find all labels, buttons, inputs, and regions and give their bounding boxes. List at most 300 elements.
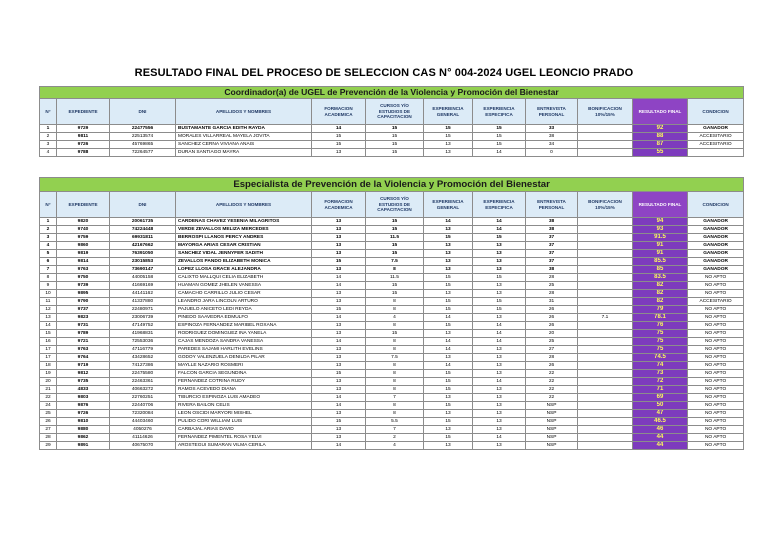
cell-name: AROSTEGUI SUMARAN VILMA CERILA	[176, 442, 312, 450]
cell-name: ZEVALLOS PANDO ELIZABETH MONICA	[176, 258, 312, 266]
cell-number: 21	[40, 386, 57, 394]
table-row	[40, 426, 744, 434]
cell-resultado: 74	[633, 362, 688, 370]
col-header-expediente: EXPEDIENTE	[57, 99, 110, 125]
cell-exp-general: 13	[424, 266, 473, 274]
cell-expediente: 9876	[57, 402, 110, 410]
cell-dni: 74127386	[110, 362, 176, 370]
cell-bonificacion	[578, 402, 633, 410]
cell-exp-general: 15	[424, 125, 473, 133]
cell-number: 4	[40, 242, 57, 250]
cell-expediente: 9763	[57, 346, 110, 354]
cell-bonificacion	[578, 370, 633, 378]
cell-resultado: 55	[633, 149, 688, 157]
cell-formacion: 13	[312, 330, 366, 338]
cell-exp-especifica: 13	[473, 370, 526, 378]
cell-formacion: 13	[312, 250, 366, 258]
cell-resultado: 74.5	[633, 354, 688, 362]
cell-name: SANCHEZ VIDAL JENNYFER SADITH	[176, 250, 312, 258]
cell-expediente: 9729	[57, 125, 110, 133]
cell-condicion: ACCESITARIO	[688, 298, 744, 306]
cell-formacion: 14	[312, 274, 366, 282]
cell-number: 18	[40, 362, 57, 370]
cell-expediente: 9814	[57, 258, 110, 266]
cell-number: 28	[40, 434, 57, 442]
col-header-number: N°	[40, 99, 57, 125]
cell-name: MAYLLE NAZARIO ROSMERI	[176, 362, 312, 370]
cell-name: DURAN SANTIAGO MAYRA	[176, 149, 312, 157]
cell-dni: 23006739	[110, 314, 176, 322]
col-header-expediente: EXPEDIENTE	[57, 192, 110, 218]
cell-name: ESPINOZA FERNANDEZ MARIBEL ROXANA	[176, 322, 312, 330]
cell-expediente: 9819	[57, 250, 110, 258]
table-row	[40, 141, 744, 149]
col-header-resultado: RESULTADO FINAL	[633, 192, 688, 218]
cell-resultado: 79	[633, 306, 688, 314]
cell-number: 26	[40, 418, 57, 426]
table-row	[40, 386, 744, 394]
cell-number: 10	[40, 290, 57, 298]
cell-bonificacion	[578, 250, 633, 258]
cell-number: 9	[40, 282, 57, 290]
cell-bonificacion	[578, 218, 633, 226]
cell-cursos: 4	[366, 442, 424, 450]
col-header-entrevista: ENTREVISTA PERSONAL	[526, 192, 578, 218]
table-row	[40, 410, 744, 418]
cell-number: 2	[40, 133, 57, 141]
cell-entrevista: 26	[526, 362, 578, 370]
cell-expediente: 9740	[57, 226, 110, 234]
cell-exp-especifica: 13	[473, 346, 526, 354]
cell-expediente: 9764	[57, 354, 110, 362]
cell-formacion: 13	[312, 242, 366, 250]
cell-expediente: 9823	[57, 314, 110, 322]
cell-name: MORALES VILLARREAL MAYELA JOVITA	[176, 133, 312, 141]
cell-expediente: 4833	[57, 386, 110, 394]
cell-entrevista: 28	[526, 290, 578, 298]
cell-condicion: GANADOR	[688, 250, 744, 258]
cell-cursos: 15	[366, 290, 424, 298]
cell-number: 4	[40, 149, 57, 157]
cell-formacion: 13	[312, 426, 366, 434]
cell-cursos: 15	[366, 226, 424, 234]
cell-resultado: 75	[633, 346, 688, 354]
cell-dni: 23015853	[110, 258, 176, 266]
cell-entrevista: 22	[526, 370, 578, 378]
cell-dni: 47116779	[110, 346, 176, 354]
cell-bonificacion	[578, 410, 633, 418]
cell-name: MAYORGA ARIAS CESAR CRISTIAN	[176, 242, 312, 250]
col-header-formacion: FORMACION ACADEMICA	[312, 192, 366, 218]
cell-cursos: 7.5	[366, 258, 424, 266]
cell-entrevista: NSP	[526, 442, 578, 450]
cell-formacion: 13	[312, 378, 366, 386]
table-row	[40, 418, 744, 426]
cell-exp-especifica: 15	[473, 234, 526, 242]
cell-number: 20	[40, 378, 57, 386]
table-row	[40, 370, 744, 378]
cell-bonificacion	[578, 274, 633, 282]
cell-number: 7	[40, 266, 57, 274]
cell-formacion: 13	[312, 346, 366, 354]
cell-number: 12	[40, 306, 57, 314]
cell-expediente: 9763	[57, 266, 110, 274]
cell-formacion: 13	[312, 218, 366, 226]
cell-exp-especifica: 14	[473, 226, 526, 234]
cell-name: PAREDES SAJAMI HARLITH EVELINS	[176, 346, 312, 354]
cell-name: CARBAJAL ARIAS DAVID	[176, 426, 312, 434]
col-header-formacion: FORMACION ACADEMICA	[312, 99, 366, 125]
col-header-exp-especifica: EXPERIENCIA ESPECIFICA	[473, 192, 526, 218]
table-row	[40, 394, 744, 402]
cell-bonificacion	[578, 242, 633, 250]
cell-exp-especifica: 13	[473, 314, 526, 322]
cell-name: FALCON GARCIA SEGUNDINA	[176, 370, 312, 378]
cell-entrevista: 25	[526, 338, 578, 346]
cell-entrevista: 38	[526, 266, 578, 274]
cell-exp-general: 15	[424, 298, 473, 306]
cell-exp-general: 14	[424, 218, 473, 226]
cell-cursos: 8	[366, 378, 424, 386]
cell-exp-especifica: 13	[473, 282, 526, 290]
cell-entrevista: 25	[526, 282, 578, 290]
cell-number: 1	[40, 125, 57, 133]
cell-exp-general: 13	[424, 394, 473, 402]
cell-entrevista: 28	[526, 274, 578, 282]
cell-condicion: NO APTO	[688, 314, 744, 322]
cell-expediente: 9731	[57, 322, 110, 330]
table-row	[40, 322, 744, 330]
cell-exp-especifica: 15	[473, 125, 526, 133]
cell-condicion: GANADOR	[688, 258, 744, 266]
table-row	[40, 218, 744, 226]
cell-expediente: 9803	[57, 394, 110, 402]
cell-cursos: 2	[366, 434, 424, 442]
cell-cursos: 8	[366, 386, 424, 394]
cell-dni: 40663272	[110, 386, 176, 394]
cell-entrevista: 28	[526, 354, 578, 362]
cell-exp-especifica: 15	[473, 274, 526, 282]
cell-condicion: NO APTO	[688, 362, 744, 370]
cell-dni: 20061735	[110, 218, 176, 226]
cell-number: 2	[40, 226, 57, 234]
cell-formacion: 13	[312, 226, 366, 234]
cell-condicion: NO APTO	[688, 290, 744, 298]
cell-bonificacion	[578, 394, 633, 402]
table-row	[40, 274, 744, 282]
cell-number: 5	[40, 250, 57, 258]
cell-exp-especifica: 13	[473, 266, 526, 274]
cell-exp-especifica: 13	[473, 442, 526, 450]
cell-exp-general: 15	[424, 133, 473, 141]
cell-name: RAMOS ACEVEDO DIANA	[176, 386, 312, 394]
col-header-entrevista: ENTREVISTA PERSONAL	[526, 99, 578, 125]
cell-bonificacion	[578, 306, 633, 314]
cell-entrevista: 38	[526, 226, 578, 234]
cell-entrevista: NSP	[526, 434, 578, 442]
cell-exp-general: 15	[424, 378, 473, 386]
cell-bonificacion	[578, 282, 633, 290]
cell-entrevista: 33	[526, 125, 578, 133]
cell-expediente: 9788	[57, 149, 110, 157]
cell-condicion: NO APTO	[688, 426, 744, 434]
cell-dni: 22463361	[110, 378, 176, 386]
cell-resultado: 92	[633, 125, 688, 133]
cell-exp-general: 14	[424, 314, 473, 322]
cell-bonificacion	[578, 386, 633, 394]
cell-entrevista: NSP	[526, 402, 578, 410]
cell-cursos: 15	[366, 250, 424, 258]
cell-entrevista: NSP	[526, 426, 578, 434]
cell-formacion: 13	[312, 434, 366, 442]
cell-entrevista: 20	[526, 330, 578, 338]
cell-condicion: NO APTO	[688, 370, 744, 378]
cell-dni: 72320084	[110, 410, 176, 418]
cell-exp-especifica: 13	[473, 394, 526, 402]
cell-bonificacion	[578, 234, 633, 242]
cell-cursos: 15	[366, 133, 424, 141]
table-row	[40, 282, 744, 290]
cell-condicion: NO APTO	[688, 410, 744, 418]
cell-bonificacion	[578, 362, 633, 370]
table-row	[40, 346, 744, 354]
cell-formacion: 14	[312, 442, 366, 450]
cell-formacion: 14	[312, 338, 366, 346]
cell-name: PAJUELO ANICETO LEDI REYDA	[176, 306, 312, 314]
cell-exp-general: 13	[424, 242, 473, 250]
cell-exp-especifica: 14	[473, 434, 526, 442]
cell-number: 13	[40, 314, 57, 322]
cell-cursos: 15	[366, 282, 424, 290]
cell-entrevista: 37	[526, 242, 578, 250]
cell-exp-especifica: 13	[473, 250, 526, 258]
cell-resultado: 83.5	[633, 274, 688, 282]
cell-number: 11	[40, 298, 57, 306]
cell-dni: 74224448	[110, 226, 176, 234]
cell-condicion: GANADOR	[688, 242, 744, 250]
cell-formacion: 15	[312, 370, 366, 378]
cell-resultado: 82	[633, 298, 688, 306]
cell-formacion: 13	[312, 322, 366, 330]
cell-name: LEON OSCIDI MARYORI MISHEL	[176, 410, 312, 418]
cell-bonificacion	[578, 141, 633, 149]
table-row	[40, 298, 744, 306]
cell-name: RIVERA BAILON CELIS	[176, 402, 312, 410]
cell-number: 1	[40, 218, 57, 226]
cell-exp-especifica: 14	[473, 330, 526, 338]
cell-exp-general: 13	[424, 290, 473, 298]
cell-expediente: 9811	[57, 133, 110, 141]
col-header-cursos: CURSOS Y/O ESTUDIOS DE CAPACITACION	[366, 192, 424, 218]
cell-formacion: 15	[312, 418, 366, 426]
cell-exp-especifica: 13	[473, 418, 526, 426]
cell-dni: 41968831	[110, 330, 176, 338]
cell-resultado: 73	[633, 370, 688, 378]
cell-formacion: 15	[312, 258, 366, 266]
cell-entrevista: 37	[526, 258, 578, 266]
table-row	[40, 125, 744, 133]
col-header-condicion: CONDICION	[688, 192, 744, 218]
cell-bonificacion	[578, 354, 633, 362]
cell-exp-general: 14	[424, 338, 473, 346]
cell-condicion: NO APTO	[688, 418, 744, 426]
cell-number: 3	[40, 141, 57, 149]
cell-exp-general: 15	[424, 402, 473, 410]
cell-number: 8	[40, 274, 57, 282]
cell-condicion: GANADOR	[688, 218, 744, 226]
cell-dni: 42167662	[110, 242, 176, 250]
cell-dni: 22475580	[110, 370, 176, 378]
cell-name: VERDE ZEVALLOS MELIZA MERCEDES	[176, 226, 312, 234]
cell-exp-general: 13	[424, 354, 473, 362]
cell-exp-general: 15	[424, 370, 473, 378]
cell-bonificacion	[578, 426, 633, 434]
cell-bonificacion	[578, 346, 633, 354]
cell-expediente: 9739	[57, 282, 110, 290]
cell-bonificacion	[578, 298, 633, 306]
cell-condicion: NO APTO	[688, 354, 744, 362]
cell-dni: 44005158	[110, 274, 176, 282]
section-title: Especialista de Prevención de la Violencia y Promoción del Bienestar	[40, 178, 744, 192]
cell-number: 15	[40, 330, 57, 338]
cell-dni: 41337880	[110, 298, 176, 306]
cell-exp-general: 13	[424, 426, 473, 434]
cell-entrevista: 27	[526, 346, 578, 354]
cell-expediente: 9891	[57, 442, 110, 450]
cell-bonificacion	[578, 322, 633, 330]
cell-name: CALIXTO MALLQUI CELIA ELIZABETH	[176, 274, 312, 282]
cell-exp-especifica: 14	[473, 322, 526, 330]
cell-resultado: 47	[633, 410, 688, 418]
cell-exp-general: 14	[424, 362, 473, 370]
cell-resultado: 69	[633, 394, 688, 402]
cell-exp-general: 15	[424, 282, 473, 290]
cell-condicion: NO APTO	[688, 434, 744, 442]
cell-condicion: ACCESITARIO	[688, 133, 744, 141]
table-row	[40, 226, 744, 234]
cell-name: RODRIGUEZ DOMINGUEZ INA YANELA	[176, 330, 312, 338]
cell-name: FERNANDEZ PIMENTEL ROSA YELVI	[176, 434, 312, 442]
cell-exp-general: 14	[424, 346, 473, 354]
cell-entrevista: 38	[526, 218, 578, 226]
document-title: RESULTADO FINAL DEL PROCESO DE SELECCION CAS N° 004-2024 UGEL LEONCIO PRADO	[134, 67, 634, 79]
cell-dni: 22513574	[110, 133, 176, 141]
cell-number: 22	[40, 394, 57, 402]
table-row	[40, 378, 744, 386]
cell-bonificacion	[578, 378, 633, 386]
cell-condicion: NO APTO	[688, 346, 744, 354]
section-title: Coordinador(a) de UGEL de Prevención de la Violencia y Promoción del Bienestar	[40, 87, 744, 99]
cell-condicion: NO APTO	[688, 386, 744, 394]
cell-entrevista: 26	[526, 322, 578, 330]
cell-exp-general: 13	[424, 250, 473, 258]
cell-resultado: 76	[633, 322, 688, 330]
table-row	[40, 149, 744, 157]
cell-formacion: 13	[312, 266, 366, 274]
cell-dni: 40675070	[110, 442, 176, 450]
cell-expediente: 9726	[57, 410, 110, 418]
cell-resultado: 94	[633, 218, 688, 226]
cell-number: 6	[40, 258, 57, 266]
cell-cursos: 8	[366, 370, 424, 378]
cell-cursos: 4	[366, 314, 424, 322]
cell-cursos: 15	[366, 242, 424, 250]
cell-expediente: 9820	[57, 218, 110, 226]
col-header-dni: DNI	[110, 99, 176, 125]
cell-exp-especifica: 14	[473, 149, 526, 157]
cell-resultado: 82	[633, 282, 688, 290]
cell-condicion: NO APTO	[688, 442, 744, 450]
cell-dni: 4050276	[110, 426, 176, 434]
cell-resultado: 46.5	[633, 418, 688, 426]
cell-entrevista: 0	[526, 149, 578, 157]
cell-number: 19	[40, 370, 57, 378]
cell-bonificacion	[578, 442, 633, 450]
cell-exp-especifica: 13	[473, 354, 526, 362]
cell-entrevista: NSP	[526, 418, 578, 426]
cell-dni: 45769865	[110, 141, 176, 149]
cell-name: GODOY VALENZUELA DENILDA PILAR	[176, 354, 312, 362]
cell-exp-especifica: 13	[473, 410, 526, 418]
cell-resultado: 71	[633, 386, 688, 394]
cell-cursos: 8	[366, 362, 424, 370]
cell-dni: 41114626	[110, 434, 176, 442]
cell-expediente: 9759	[57, 234, 110, 242]
table-row	[40, 338, 744, 346]
table-row	[40, 354, 744, 362]
cell-name: PINEDO SAAVEDRA EDMULFO	[176, 314, 312, 322]
cell-expediente: 9721	[57, 338, 110, 346]
cell-dni: 22760251	[110, 394, 176, 402]
cell-number: 27	[40, 426, 57, 434]
cell-cursos: 8	[366, 266, 424, 274]
cell-bonificacion	[578, 338, 633, 346]
cell-dni: 44141162	[110, 290, 176, 298]
cell-name: LEANDRO JARA LINCOLN ARTURO	[176, 298, 312, 306]
cell-expediente: 9812	[57, 370, 110, 378]
cell-formacion: 14	[312, 394, 366, 402]
col-header-condicion: CONDICION	[688, 99, 744, 125]
cell-name: TIBURCIO ESPINOZA LUIS AMADEO	[176, 394, 312, 402]
cell-exp-general: 15	[424, 234, 473, 242]
cell-exp-general: 13	[424, 258, 473, 266]
cell-dni: 76391050	[110, 250, 176, 258]
cell-number: 17	[40, 354, 57, 362]
table-row	[40, 266, 744, 274]
cell-exp-general: 15	[424, 386, 473, 394]
cell-exp-especifica: 15	[473, 298, 526, 306]
cell-expediente: 9737	[57, 306, 110, 314]
table-row	[40, 250, 744, 258]
cell-bonificacion	[578, 418, 633, 426]
cell-dni: 73690147	[110, 266, 176, 274]
cell-exp-general: 13	[424, 149, 473, 157]
cell-formacion: 13	[312, 290, 366, 298]
cell-cursos: 8	[366, 322, 424, 330]
cell-number: 16	[40, 338, 57, 346]
cell-condicion: NO APTO	[688, 330, 744, 338]
cell-exp-general: 15	[424, 434, 473, 442]
table-row	[40, 402, 744, 410]
cell-bonificacion	[578, 258, 633, 266]
cell-formacion: 15	[312, 133, 366, 141]
cell-exp-especifica: 15	[473, 133, 526, 141]
col-header-number: N°	[40, 192, 57, 218]
col-header-bonificacion: BONIFICACION 10%/15%	[578, 192, 633, 218]
cell-condicion: NO APTO	[688, 378, 744, 386]
cell-name: HUAMAN GOMEZ JHELEN VANESSA	[176, 282, 312, 290]
cell-expediente: 9860	[57, 242, 110, 250]
